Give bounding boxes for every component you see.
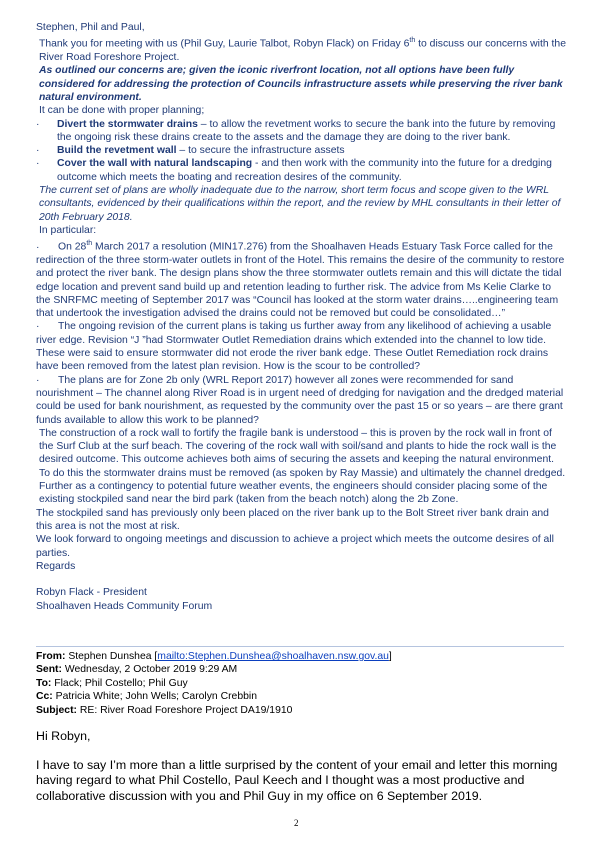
bullet-dot: · bbox=[36, 118, 40, 130]
bullet-item-cover bbox=[36, 157, 566, 184]
closing: Regards bbox=[36, 560, 76, 572]
paragraph-zone bbox=[36, 374, 566, 427]
cc-label: Cc: bbox=[36, 691, 53, 703]
email-body-paragraph: I have to say I’m more than a little surprised by the content of your email and letter this morning having regard to what Phil Costello, Paul Keech and I thought was a most productive and collaborative discussion with you and Phil Guy in my office on 6 September 2019. bbox=[36, 757, 558, 803]
zone-text: The plans are for Zone 2b only (WRL Report 2017) however all zones were recommended for sand nourishment – The channel along River Road is in urgent need of dredging for navigation and the dredged material could be used for bank nourishment, as requested by the community over the past 15 or so years – are there grant funds available to allow this work to be planned? bbox=[36, 374, 564, 426]
salutation: Stephen, Phil and Paul, bbox=[36, 22, 145, 33]
page-number: 2 bbox=[294, 818, 299, 828]
resolution-text: On 28 bbox=[58, 241, 87, 253]
bullet-text: – to allow the revetment works to secure the bank into the future by removing the ongoing risk these drains create to the assets and the damage they are doing to the river bank. bbox=[57, 118, 556, 143]
bullet-item-divert bbox=[36, 118, 566, 145]
email-subject bbox=[36, 704, 566, 717]
bullet-lead: Build the revetment wall bbox=[57, 145, 177, 157]
sent-value: Wednesday, 2 October 2019 9:29 AM bbox=[61, 664, 238, 676]
email-reply bbox=[36, 646, 566, 804]
paragraph-stockpile: The stockpiled sand has previously only been placed on the river bank up to the Bolt Street river bank drain and this area is not the most at risk. bbox=[36, 507, 549, 532]
email-header-divider bbox=[36, 646, 564, 647]
forum-letter bbox=[36, 21, 566, 613]
spacer bbox=[36, 573, 566, 586]
bullet-text: - and then work with the community into the future for a dredging outcome which meets the boating and recreation desires of the community. bbox=[57, 158, 552, 183]
resolution-superscript: th bbox=[86, 240, 93, 248]
from-name: Stephen Dunshea [ bbox=[65, 651, 158, 662]
bullet-lead: Cover the wall with natural landscaping bbox=[57, 158, 253, 170]
subject-label: Subject: bbox=[36, 704, 77, 716]
email-greeting: Hi Robyn, bbox=[36, 729, 91, 744]
sender-email-link[interactable]: mailto:Stephen.Dunshea@shoalhaven.nsw.gov.au bbox=[157, 651, 389, 662]
resolution-text-end: March 2017 a resolution (MIN17.276) from the Shoalhaven Heads Estuary Task Force called for the redirection of the three storm-water outlets in front of the Hotel. This remains the desire of the community to restore and protect the river bank. The design plans show the three stormwater outlets remain and this will dictate the tidal edge location and prevent sand build up and retention leading to further risk. The advice from Ms Kelie Clarke to the SNRFMC meeting of September 2017 was “Council has looked at the storm water drains…..engineering team that undertook the investigation advised the drains could not be removed but could be consolidated…” bbox=[36, 241, 565, 320]
email-from bbox=[36, 650, 566, 663]
concerns-statement: As outlined our concerns are; given the iconic riverfront location, not all options have been fully considered for addressing the protection of Councils infrastructure assets while preserving the river bank natural environment. bbox=[39, 65, 563, 103]
bullet-item-build bbox=[36, 144, 566, 157]
bullet-lead: Divert the stormwater drains bbox=[57, 118, 198, 130]
sent-label: Sent: bbox=[36, 664, 62, 676]
paragraph-resolution bbox=[36, 237, 566, 320]
to-value: Flack; Phil Costello; Phil Guy bbox=[51, 677, 188, 689]
intro-text: Thank you for meeting with us (Phil Guy, Laurie Talbot, Robyn Flack) on Friday 6 bbox=[39, 38, 410, 50]
paragraph-revision bbox=[36, 320, 566, 373]
proper-planning-line: It can be done with proper planning; bbox=[39, 105, 205, 117]
paragraph-contingency: Further as a contingency to potential future weather events, the engineers should consider placing some of the existing stockpiled sand near the bird park (taken from the beach notch) along the 2b Zone. bbox=[39, 481, 548, 506]
bullet-dot: · bbox=[36, 158, 40, 170]
current-plans-statement: The current set of plans are wholly inadequate due to the narrow, short term focus and scope given to the WRL consultants, evidenced by their qualifications within the report, and the review by MHL consultants in their letter of 20th February 2018. bbox=[39, 185, 561, 223]
from-label: From: bbox=[36, 651, 66, 662]
email-sent bbox=[36, 663, 566, 676]
signature-name: Robyn Flack - President bbox=[36, 587, 147, 599]
to-label: To: bbox=[36, 677, 52, 689]
in-particular-heading: In particular: bbox=[39, 224, 97, 236]
bullet-dot: · bbox=[36, 321, 40, 333]
subject-value: RE: River Road Foreshore Project DA19/1910 bbox=[77, 704, 293, 716]
bullet-dot: · bbox=[36, 145, 40, 157]
from-close-bracket: ] bbox=[388, 651, 392, 662]
bullet-dot: · bbox=[36, 241, 40, 253]
intro-text-end: to discuss our concerns with the River Road Foreshore Project. bbox=[39, 38, 566, 64]
bullet-dot: · bbox=[36, 374, 40, 386]
signature-organisation: Shoalhaven Heads Community Forum bbox=[36, 600, 213, 612]
revision-text: The ongoing revision of the current plans is taking us further away from any likelihood of achieving a usable river edge. Revision “J ”had Stormwater Outlet Remediation drains which extended into the channel to low tide. These were said to ensure stormwater did not erode the river bank edge. These Outlet Remediation rock drains have been removed from the latest plan revision. How is the scour to be controlled? bbox=[36, 321, 552, 373]
cc-value: Patricia White; John Wells; Carolyn Crebbin bbox=[52, 691, 257, 703]
paragraph-rock-wall: The construction of a rock wall to fortify the fragile bank is understood – this is proven by the rock wall in front of the Surf Club at the surf beach. The covering of the rock wall with soil/sand and plants to hide the rock wall is the desired outcome. This outcome achieves both aims of securing the assets and keeping the natural environment. To do this the stormwater drains must be removed (as spoken by Ray Massie) and ultimately the channel dredged. bbox=[39, 427, 566, 479]
email-cc bbox=[36, 690, 566, 703]
paragraph-look-forward: We look forward to ongoing meetings and discussion to achieve a project which meets the outcome desires of all parties. bbox=[36, 534, 554, 559]
intro-superscript: th bbox=[409, 37, 416, 45]
intro-paragraph bbox=[36, 34, 566, 64]
email-to bbox=[36, 677, 566, 690]
bullet-text: – to secure the infrastructure assets bbox=[176, 145, 345, 157]
